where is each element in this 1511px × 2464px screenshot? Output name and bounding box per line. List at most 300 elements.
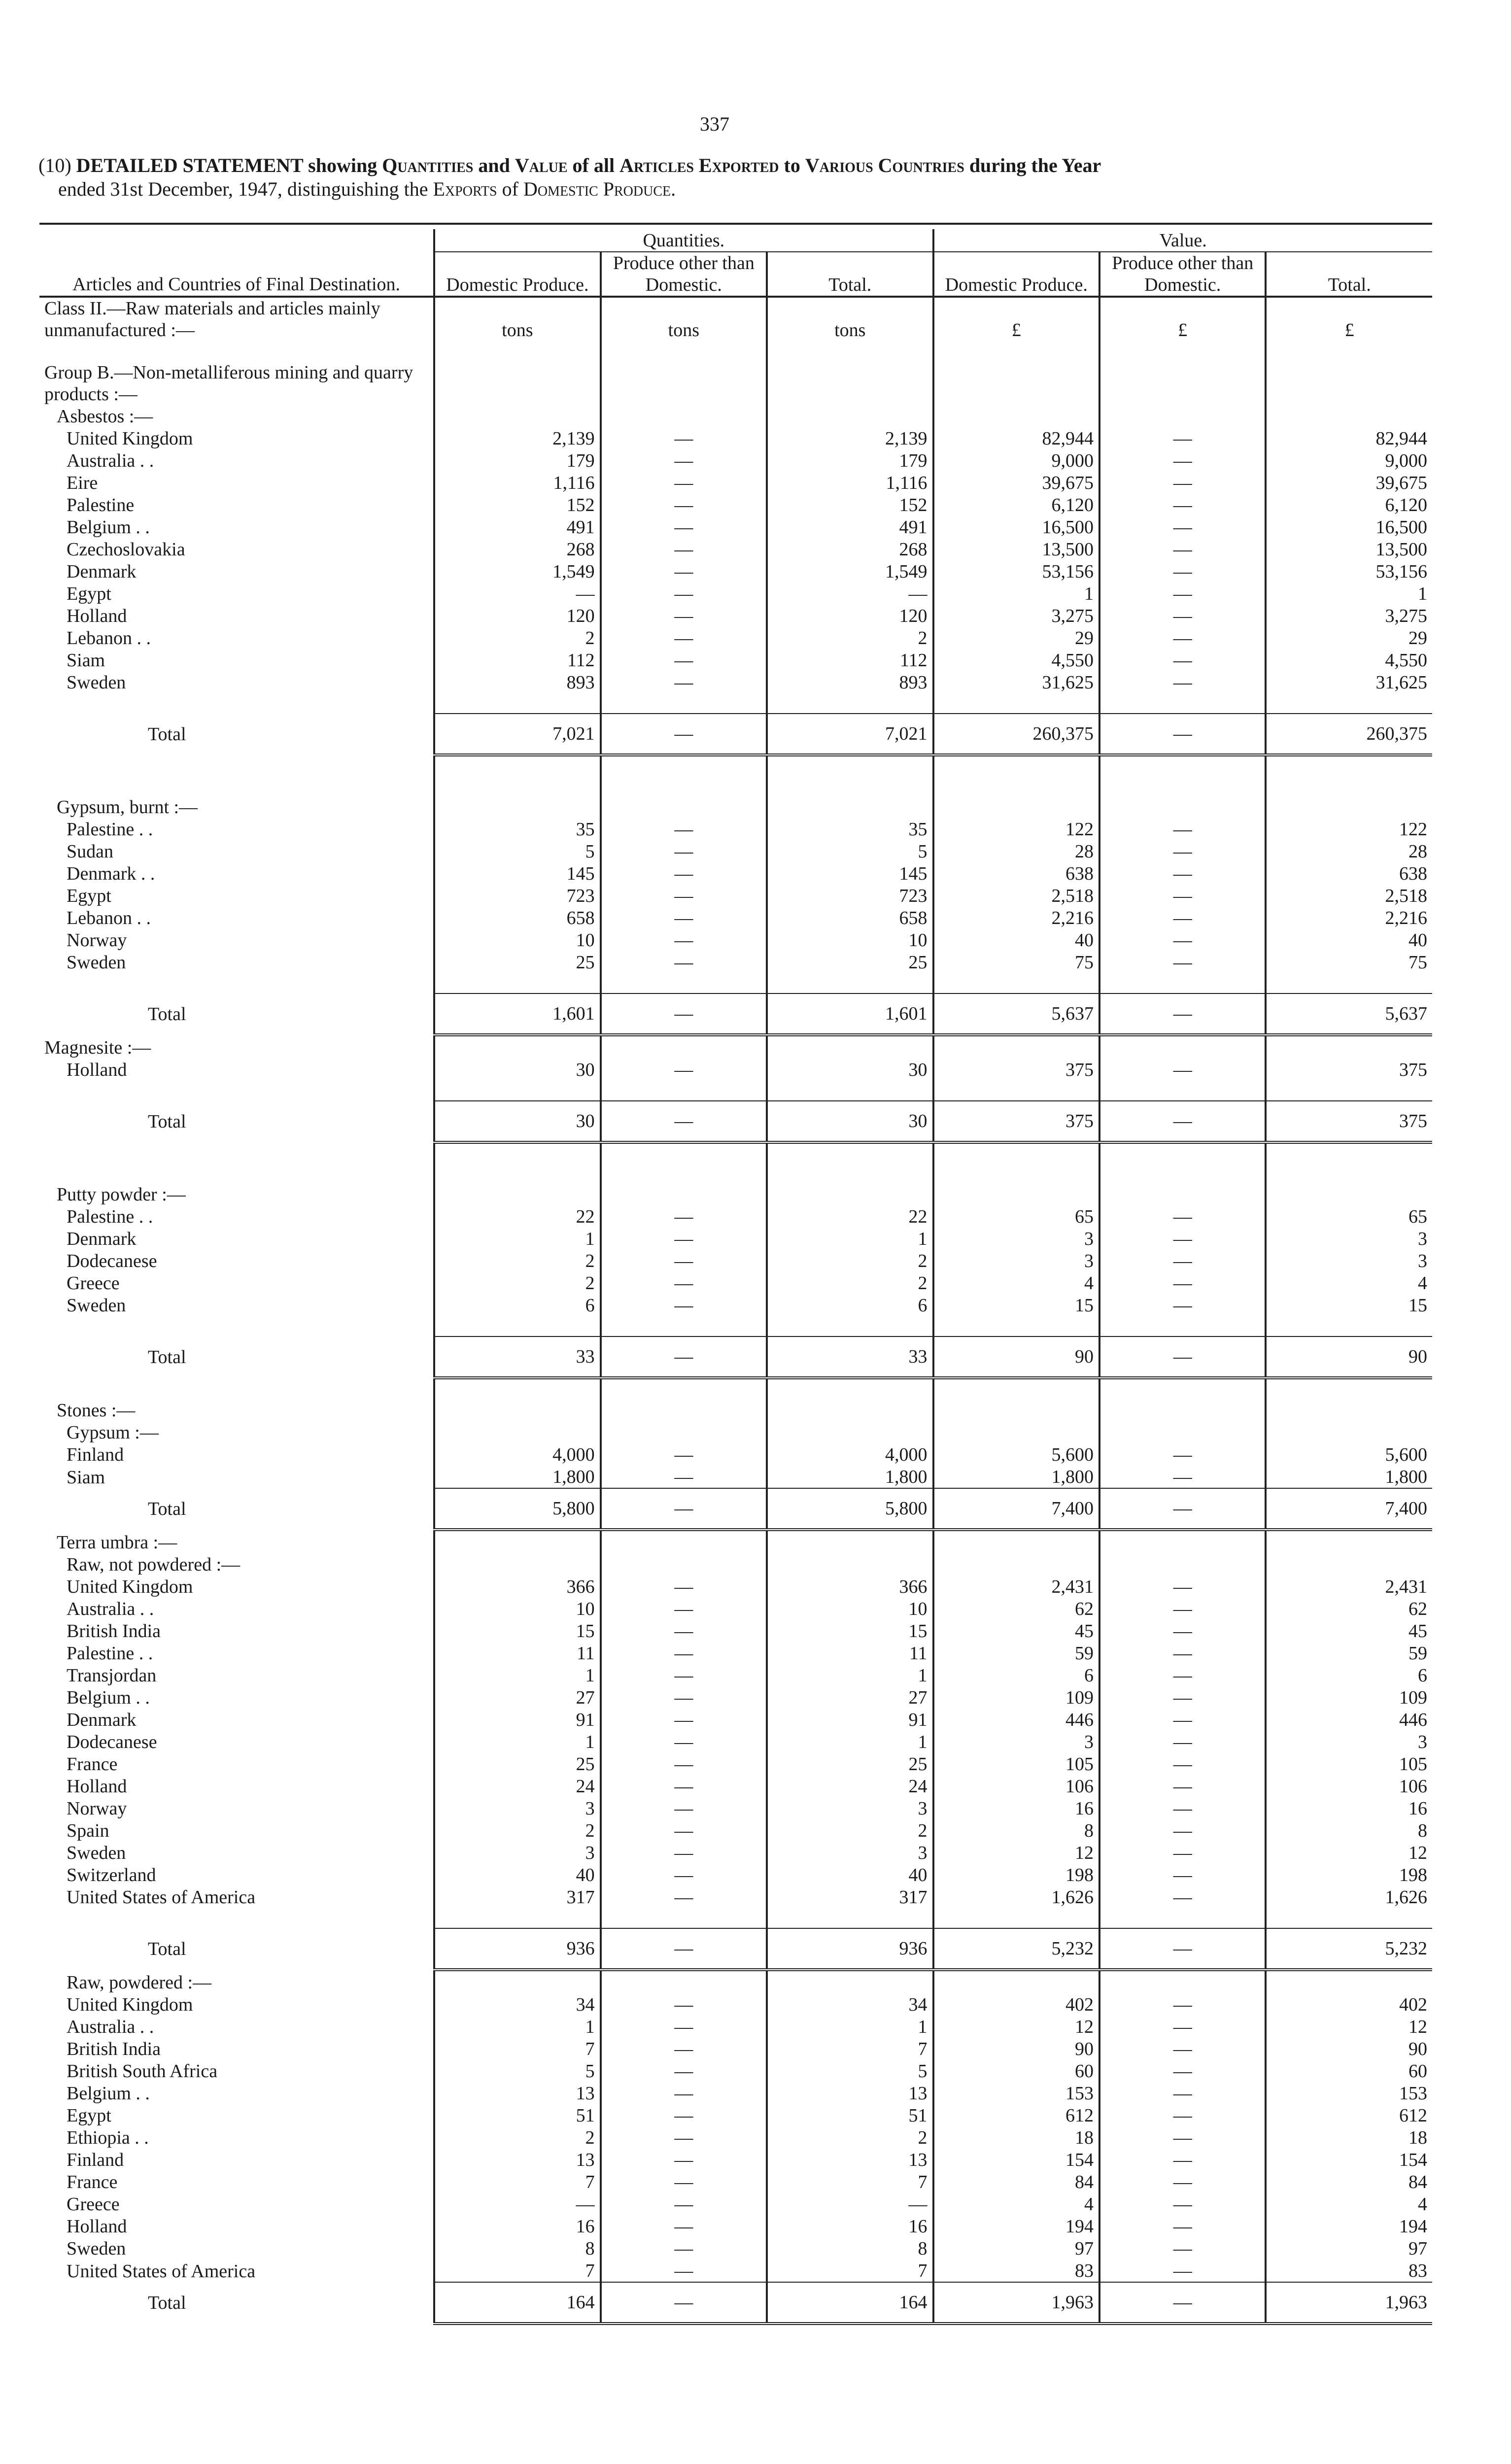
col-header-qty-domestic: Domestic Produce.	[434, 252, 600, 297]
heading-text: ended 31st December, 1947, distinguishing the	[58, 178, 428, 200]
statement-heading	[38, 154, 1443, 201]
table-row	[39, 1443, 1432, 1466]
value-cell-vt: 2,518	[1266, 885, 1432, 907]
country-label: Belgium . .	[67, 1687, 150, 1708]
value-cell-d: 4,000	[434, 1443, 600, 1466]
empty-cell	[601, 1553, 767, 1575]
value-cell-t: 27	[767, 1686, 933, 1709]
country-name	[39, 1272, 434, 1294]
value-cell-vt: 6	[1266, 1664, 1432, 1686]
value-cell-vo: —	[1099, 1101, 1266, 1142]
value-cell-o: —	[601, 2104, 767, 2126]
value-cell-vt: 1,963	[1266, 2282, 1432, 2324]
table-row	[39, 1642, 1432, 1664]
value-cell-vt: 105	[1266, 1753, 1432, 1775]
country-name	[39, 560, 434, 582]
value-cell-o: —	[601, 649, 767, 671]
country-label: Denmark	[67, 561, 137, 582]
value-cell-vo: —	[1099, 2082, 1266, 2104]
value-cell-t: 120	[767, 605, 933, 627]
value-cell-vd: 375	[933, 1101, 1099, 1142]
section-label-row	[39, 1970, 1432, 1993]
country-label: Transjordan	[67, 1665, 157, 1686]
section-label-row	[39, 1421, 1432, 1443]
value-cell-o: —	[601, 1620, 767, 1642]
value-cell-o: —	[601, 1466, 767, 1488]
value-cell-d: 2	[434, 1819, 600, 1842]
value-cell-t: 1	[767, 1228, 933, 1250]
country-name	[39, 1575, 434, 1598]
value-cell-vt: 16	[1266, 1797, 1432, 1819]
empty-cell	[767, 796, 933, 818]
table-row	[39, 1886, 1432, 1908]
country-name	[39, 427, 434, 449]
value-cell-vo: —	[1099, 1709, 1266, 1731]
value-cell-o: —	[601, 1864, 767, 1886]
value-cell-d: 10	[434, 929, 600, 951]
heading-text: DETAILED STATEMENT showing	[76, 154, 378, 176]
table-row	[39, 582, 1432, 605]
value-cell-vd: 3	[933, 1731, 1099, 1753]
value-cell-vt: 3	[1266, 1228, 1432, 1250]
value-cell-vd: 5,637	[933, 993, 1099, 1035]
country-name	[39, 1228, 434, 1250]
country-name	[39, 1731, 434, 1753]
value-cell-vt: 6,120	[1266, 494, 1432, 516]
value-cell-t: 40	[767, 1864, 933, 1886]
value-cell-vo: —	[1099, 2126, 1266, 2149]
value-cell-vo: —	[1099, 2193, 1266, 2215]
value-cell-t: 7	[767, 2038, 933, 2060]
value-cell-d: 13	[434, 2082, 600, 2104]
value-cell-vt: 28	[1266, 840, 1432, 862]
value-cell-t: 8	[767, 2237, 933, 2259]
empty-cell	[767, 1553, 933, 1575]
value-cell-t: —	[767, 582, 933, 605]
top-rule	[39, 223, 1432, 225]
heading-keyword: Quantities	[382, 154, 474, 176]
value-cell-t: 10	[767, 929, 933, 951]
country-name	[39, 1598, 434, 1620]
value-cell-vd: 260,375	[933, 714, 1099, 755]
value-cell-t: 268	[767, 538, 933, 560]
country-name	[39, 2126, 434, 2149]
value-cell-vt: 45	[1266, 1620, 1432, 1642]
section-label-row	[39, 361, 1432, 405]
value-cell-vd: 13,500	[933, 538, 1099, 560]
sub-heading: Raw, not powdered :—	[67, 1554, 240, 1575]
value-cell-vo: —	[1099, 862, 1266, 885]
value-cell-vd: 18	[933, 2126, 1099, 2149]
col-header-qty-other: Produce other than Domestic.	[601, 252, 767, 297]
country-name	[39, 2237, 434, 2259]
table-row	[39, 494, 1432, 516]
value-cell-d: 112	[434, 649, 600, 671]
value-cell-o: —	[601, 885, 767, 907]
value-cell-d: 22	[434, 1205, 600, 1228]
country-label: Egypt	[67, 583, 111, 604]
value-cell-o: —	[601, 1709, 767, 1731]
value-cell-vo: —	[1099, 1686, 1266, 1709]
value-cell-vo: —	[1099, 1819, 1266, 1842]
value-cell-o: —	[601, 1686, 767, 1709]
value-cell-o: —	[601, 2060, 767, 2082]
value-cell-o: —	[601, 1993, 767, 2016]
value-cell-vo: —	[1099, 1993, 1266, 2016]
country-name	[39, 2193, 434, 2215]
value-cell-vt: 29	[1266, 627, 1432, 649]
value-cell-d: 164	[434, 2282, 600, 2324]
value-cell-d: 268	[434, 538, 600, 560]
col-header-val-other: Produce other than Domestic.	[1099, 252, 1266, 297]
country-name	[39, 1686, 434, 1709]
heading-keyword: Various Countries	[805, 154, 964, 176]
value-cell-o: —	[601, 1336, 767, 1378]
value-cell-o: —	[601, 1753, 767, 1775]
value-cell-vt: 1	[1266, 582, 1432, 605]
value-cell-d: 30	[434, 1101, 600, 1142]
col-group-quantities: Quantities.	[434, 229, 933, 252]
value-cell-vd: 194	[933, 2215, 1099, 2237]
total-row	[39, 993, 1432, 1035]
total-label: Total	[148, 1004, 186, 1025]
value-cell-o: —	[601, 818, 767, 840]
value-cell-vd: 28	[933, 840, 1099, 862]
value-cell-vt: 83	[1266, 2259, 1432, 2282]
value-cell-vd: 6	[933, 1664, 1099, 1686]
table-row	[39, 2237, 1432, 2259]
value-cell-vd: 446	[933, 1709, 1099, 1731]
empty-cell	[1266, 1553, 1432, 1575]
heading-text: during the Year	[969, 154, 1101, 176]
class-heading: Class II.—Raw materials and articles mainly unmanufactured :—	[44, 298, 380, 341]
value-cell-vd: 109	[933, 1686, 1099, 1709]
value-cell-t: —	[767, 2193, 933, 2215]
col-header-val-total: Total.	[1266, 252, 1432, 297]
country-label: Holland	[67, 606, 127, 626]
sub-heading: Raw, powdered :—	[67, 1972, 212, 1993]
spacer-row	[39, 1081, 1432, 1101]
empty-cell	[1266, 796, 1432, 818]
value-cell-vo: —	[1099, 1228, 1266, 1250]
value-cell-vt: 402	[1266, 1993, 1432, 2016]
value-cell-o: —	[601, 449, 767, 472]
table-row	[39, 1993, 1432, 2016]
country-name	[39, 1864, 434, 1886]
value-cell-vd: 15	[933, 1294, 1099, 1316]
empty-cell	[1099, 361, 1266, 405]
value-cell-vt: 84	[1266, 2171, 1432, 2193]
value-cell-t: 30	[767, 1101, 933, 1142]
value-cell-t: 7	[767, 2171, 933, 2193]
country-label: Siam	[67, 1467, 105, 1488]
value-cell-vd: 6,120	[933, 494, 1099, 516]
country-label: Sweden	[67, 1843, 126, 1863]
value-cell-vd: 2,216	[933, 907, 1099, 929]
table-row	[39, 1294, 1432, 1316]
value-cell-d: 5	[434, 840, 600, 862]
empty-cell	[1099, 405, 1266, 427]
empty-cell	[434, 1553, 600, 1575]
value-cell-vo: —	[1099, 649, 1266, 671]
value-cell-vd: 16,500	[933, 516, 1099, 538]
empty-cell	[933, 1035, 1099, 1059]
value-cell-vd: 153	[933, 2082, 1099, 2104]
empty-cell	[434, 1421, 600, 1443]
value-cell-t: 7	[767, 2259, 933, 2282]
value-cell-d: 11	[434, 1642, 600, 1664]
value-cell-vd: 82,944	[933, 427, 1099, 449]
value-cell-vd: 65	[933, 1205, 1099, 1228]
value-cell-vd: 39,675	[933, 472, 1099, 494]
value-cell-t: 51	[767, 2104, 933, 2126]
country-label: Sweden	[67, 1295, 126, 1316]
value-cell-vd: 198	[933, 1864, 1099, 1886]
empty-cell	[933, 1530, 1099, 1553]
empty-cell	[1099, 1530, 1266, 1553]
country-label: Palestine . .	[67, 819, 153, 840]
value-cell-t: 3	[767, 1797, 933, 1819]
country-label: Spain	[67, 1820, 109, 1841]
empty-cell	[767, 1530, 933, 1553]
value-cell-o: —	[601, 2259, 767, 2282]
empty-cell	[933, 1970, 1099, 1993]
heading-text: and	[478, 154, 510, 176]
table-row	[39, 1059, 1432, 1081]
value-cell-vo: —	[1099, 2259, 1266, 2282]
value-cell-d: 152	[434, 494, 600, 516]
value-cell-vo: —	[1099, 2060, 1266, 2082]
country-name	[39, 907, 434, 929]
country-name	[39, 1993, 434, 2016]
value-cell-d: 91	[434, 1709, 600, 1731]
commodity-heading: Magnesite :—	[44, 1037, 151, 1058]
table-row	[39, 1228, 1432, 1250]
value-cell-vt: 4,550	[1266, 649, 1432, 671]
value-cell-o: —	[601, 1797, 767, 1819]
value-cell-vt: 13,500	[1266, 538, 1432, 560]
empty-cell	[1099, 1421, 1266, 1443]
value-cell-vt: 3,275	[1266, 605, 1432, 627]
value-cell-t: 1,601	[767, 993, 933, 1035]
value-cell-t: 2	[767, 1819, 933, 1842]
country-name	[39, 1642, 434, 1664]
value-cell-o: —	[601, 1842, 767, 1864]
value-cell-vd: 31,625	[933, 671, 1099, 693]
value-cell-o: —	[601, 2193, 767, 2215]
value-cell-vo: —	[1099, 714, 1266, 755]
value-cell-t: 91	[767, 1709, 933, 1731]
value-cell-vo: —	[1099, 907, 1266, 929]
value-cell-t: 5	[767, 2060, 933, 2082]
value-cell-o: —	[601, 951, 767, 973]
empty-cell	[767, 1399, 933, 1421]
value-cell-t: 1,549	[767, 560, 933, 582]
value-cell-t: 24	[767, 1775, 933, 1797]
value-cell-vd: 8	[933, 1819, 1099, 1842]
value-cell-vt: 5,600	[1266, 1443, 1432, 1466]
value-cell-vd: 7,400	[933, 1488, 1099, 1530]
value-cell-vd: 29	[933, 627, 1099, 649]
value-cell-vt: 5,637	[1266, 993, 1432, 1035]
unit-cell: tons	[601, 297, 767, 341]
country-name	[39, 1620, 434, 1642]
value-cell-d: 10	[434, 1598, 600, 1620]
value-cell-vo: —	[1099, 840, 1266, 862]
country-name	[39, 2016, 434, 2038]
country-label: United Kingdom	[67, 1576, 193, 1597]
value-cell-vo: —	[1099, 885, 1266, 907]
country-name	[39, 582, 434, 605]
value-cell-vo: —	[1099, 2171, 1266, 2193]
value-cell-o: —	[601, 2082, 767, 2104]
total-label: Total	[148, 1499, 186, 1519]
value-cell-d: 145	[434, 862, 600, 885]
value-cell-vt: 39,675	[1266, 472, 1432, 494]
value-cell-d: 1,800	[434, 1466, 600, 1488]
country-name	[39, 627, 434, 649]
value-cell-o: —	[601, 2126, 767, 2149]
value-cell-vd: 4	[933, 1272, 1099, 1294]
value-cell-vo: —	[1099, 2215, 1266, 2237]
table-row	[39, 2149, 1432, 2171]
value-cell-d: 179	[434, 449, 600, 472]
value-cell-t: 2,139	[767, 427, 933, 449]
table-row	[39, 1205, 1432, 1228]
value-cell-vt: 375	[1266, 1101, 1432, 1142]
table-row	[39, 818, 1432, 840]
value-cell-vo: —	[1099, 1753, 1266, 1775]
table-row	[39, 449, 1432, 472]
spacer-row	[39, 1378, 1432, 1399]
value-cell-vd: 2,518	[933, 885, 1099, 907]
spacer-row	[39, 776, 1432, 796]
value-cell-d: 25	[434, 951, 600, 973]
value-cell-vt: 1,626	[1266, 1886, 1432, 1908]
value-cell-vo: —	[1099, 2237, 1266, 2259]
value-cell-d: 2	[434, 1272, 600, 1294]
table-row	[39, 427, 1432, 449]
empty-cell	[434, 796, 600, 818]
value-cell-vd: 1,800	[933, 1466, 1099, 1488]
country-label: Ethiopia . .	[67, 2127, 149, 2148]
value-cell-vt: 40	[1266, 929, 1432, 951]
heading-keyword: Exports	[433, 178, 497, 200]
section-label-row	[39, 405, 1432, 427]
value-cell-vo: —	[1099, 449, 1266, 472]
value-cell-t: 15	[767, 1620, 933, 1642]
export-statement-table	[39, 229, 1432, 2325]
value-cell-vd: 612	[933, 2104, 1099, 2126]
empty-cell	[1099, 1399, 1266, 1421]
empty-cell	[1099, 1183, 1266, 1205]
table-row	[39, 1250, 1432, 1272]
value-cell-o: —	[601, 2282, 767, 2324]
empty-cell	[1099, 1553, 1266, 1575]
country-label: British India	[67, 1621, 161, 1642]
value-cell-d: 13	[434, 2149, 600, 2171]
value-cell-vt: 612	[1266, 2104, 1432, 2126]
unit-cell: £	[933, 297, 1099, 341]
total-label: Total	[148, 2293, 186, 2313]
sub-heading: Gypsum :—	[67, 1422, 159, 1443]
value-cell-t: 152	[767, 494, 933, 516]
value-cell-vo: —	[1099, 560, 1266, 582]
value-cell-vd: 122	[933, 818, 1099, 840]
value-cell-d: 30	[434, 1059, 600, 1081]
table-row	[39, 2038, 1432, 2060]
table-row	[39, 671, 1432, 693]
country-label: Sweden	[67, 672, 126, 693]
page-number: 337	[700, 113, 729, 135]
value-cell-vo: —	[1099, 1664, 1266, 1686]
country-label: Finland	[67, 2150, 124, 2170]
value-cell-vt: 4	[1266, 1272, 1432, 1294]
value-cell-vd: 375	[933, 1059, 1099, 1081]
empty-cell	[1266, 405, 1432, 427]
section-label-row	[39, 1530, 1432, 1553]
empty-cell	[1266, 1183, 1432, 1205]
empty-cell	[933, 1421, 1099, 1443]
country-name	[39, 516, 434, 538]
value-cell-d: 120	[434, 605, 600, 627]
table-row	[39, 1709, 1432, 1731]
total-label: Total	[148, 1347, 186, 1368]
value-cell-t: 491	[767, 516, 933, 538]
value-cell-o: —	[601, 1059, 767, 1081]
value-cell-d: 7	[434, 2259, 600, 2282]
value-cell-o: —	[601, 1886, 767, 1908]
total-row	[39, 1336, 1432, 1378]
country-name	[39, 1775, 434, 1797]
value-cell-vd: 90	[933, 2038, 1099, 2060]
spacer-row	[39, 1908, 1432, 1928]
table-row	[39, 2104, 1432, 2126]
value-cell-vd: 40	[933, 929, 1099, 951]
value-cell-o: —	[601, 1819, 767, 1842]
table-row	[39, 1731, 1432, 1753]
value-cell-d: 5	[434, 2060, 600, 2082]
value-cell-vt: 3	[1266, 1731, 1432, 1753]
value-cell-o: —	[601, 1928, 767, 1970]
value-cell-t: 2	[767, 1250, 933, 1272]
table-row	[39, 1753, 1432, 1775]
country-name	[39, 2259, 434, 2282]
value-cell-t: 658	[767, 907, 933, 929]
value-cell-vt: 194	[1266, 2215, 1432, 2237]
value-cell-d: 27	[434, 1686, 600, 1709]
empty-cell	[434, 361, 600, 405]
country-name	[39, 951, 434, 973]
value-cell-vo: —	[1099, 605, 1266, 627]
value-cell-vo: —	[1099, 538, 1266, 560]
value-cell-vt: 90	[1266, 2038, 1432, 2060]
country-label: Belgium . .	[67, 2083, 150, 2104]
table-row	[39, 951, 1432, 973]
value-cell-vo: —	[1099, 1059, 1266, 1081]
country-label: Denmark	[67, 1710, 137, 1730]
value-cell-vo: —	[1099, 1336, 1266, 1378]
value-cell-d: 25	[434, 1753, 600, 1775]
country-label: Lebanon . .	[67, 628, 151, 649]
empty-cell	[601, 405, 767, 427]
value-cell-o: —	[601, 862, 767, 885]
country-label: United States of America	[67, 2261, 256, 2282]
value-cell-vo: —	[1099, 627, 1266, 649]
value-cell-o: —	[601, 2016, 767, 2038]
country-label: British India	[67, 2039, 161, 2059]
country-label: Greece	[67, 2194, 120, 2215]
